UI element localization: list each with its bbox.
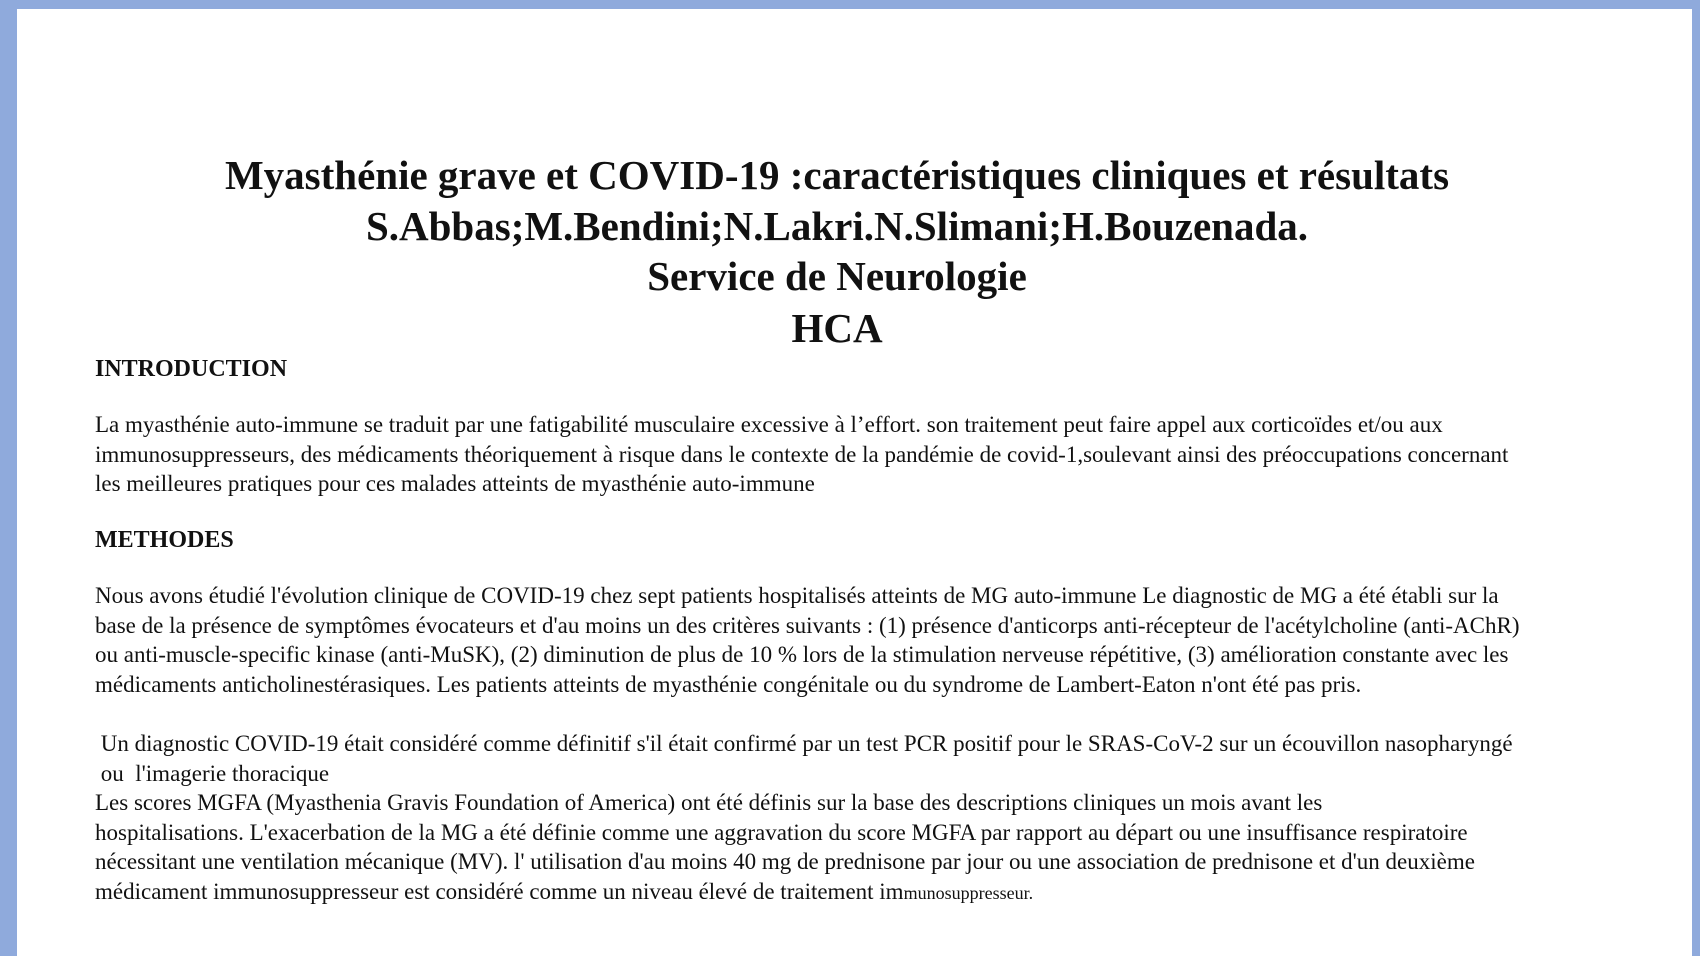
- text-line: ou anti-muscle-specific kinase (anti-MuSK), (2) diminution de plus de 10 % lors de la stimulation nerveuse répétitive, (3) amélioration constante avec les: [95, 642, 1509, 667]
- text-line: La myasthénie auto-immune se traduit par une fatigabilité musculaire excessive à l’effort. son traitement peut faire appel aux corticoïdes et/ou aux: [95, 412, 1443, 437]
- introduction-heading: INTRODUCTION: [95, 356, 288, 382]
- text-line: médicaments anticholinestérasiques. Les patients atteints de myasthénie congénitale ou du syndrome de Lambert-Eaton n'ont été pas pris.: [95, 671, 1362, 697]
- authors: S.Abbas;M.Bendini;N.Lakri.N.Slimani;H.Bouzenada.: [365, 203, 1309, 249]
- introduction-paragraph: [95, 410, 1665, 499]
- methodes-heading: METHODES: [95, 527, 234, 553]
- text-line: hospitalisations. L'exacerbation de la MG a été définie comme une aggravation du score MGFA par rapport au départ ou une insuffisance respiratoire: [95, 819, 1468, 845]
- text-line: les meilleures pratiques pour ces malades atteints de myasthénie auto-immune: [95, 471, 815, 496]
- methodes-paragraph-1: [95, 581, 1665, 699]
- text-line: base de la présence de symptômes évocateurs et d'au moins un des critères suivants : (1) présence d'anticorps anti-récepteur de l'acétylcholine (anti-AChR): [95, 612, 1520, 638]
- institution: HCA: [791, 305, 883, 351]
- text-line: ou l'imagerie thoracique: [95, 760, 330, 786]
- text-line-small-suffix: munosuppresseur.: [903, 882, 1034, 903]
- title: Myasthénie grave et COVID-19 :caractéristiques cliniques et résultats: [224, 152, 1450, 198]
- text-line-main: médicament immunosuppresseur est considéré comme un niveau élevé de traitement im: [95, 878, 904, 904]
- text-line: [95, 877, 1665, 909]
- methodes-paragraph-2: [95, 729, 1665, 908]
- text-line: Nous avons étudié l'évolution clinique de COVID-19 chez sept patients hospitalisés atteints de MG auto-immune Le diagnostic de MG a été établi sur la: [95, 583, 1499, 608]
- text-line: Un diagnostic COVID-19 était considéré comme définitif s'il était confirmé par un test PCR positif pour le SRAS-CoV-2 sur un écouvillon nasopharyngé: [95, 731, 1513, 756]
- slide-page: [17, 9, 1692, 956]
- department: Service de Neurologie: [647, 253, 1027, 299]
- text-line: nécessitant une ventilation mécanique (MV). l' utilisation d'au moins 40 mg de prednisone par jour ou une association de prednisone et d'un deuxième: [95, 849, 1475, 874]
- text-line: Les scores MGFA (Myasthenia Gravis Foundation of America) ont été définis sur la base des descriptions cliniques un mois avant les: [95, 790, 1323, 815]
- text-line: immunosuppresseurs, des médicaments théoriquement à risque dans le contexte de la pandémie de covid-1,soulevant ainsi des préoccupations concernant: [95, 441, 1509, 467]
